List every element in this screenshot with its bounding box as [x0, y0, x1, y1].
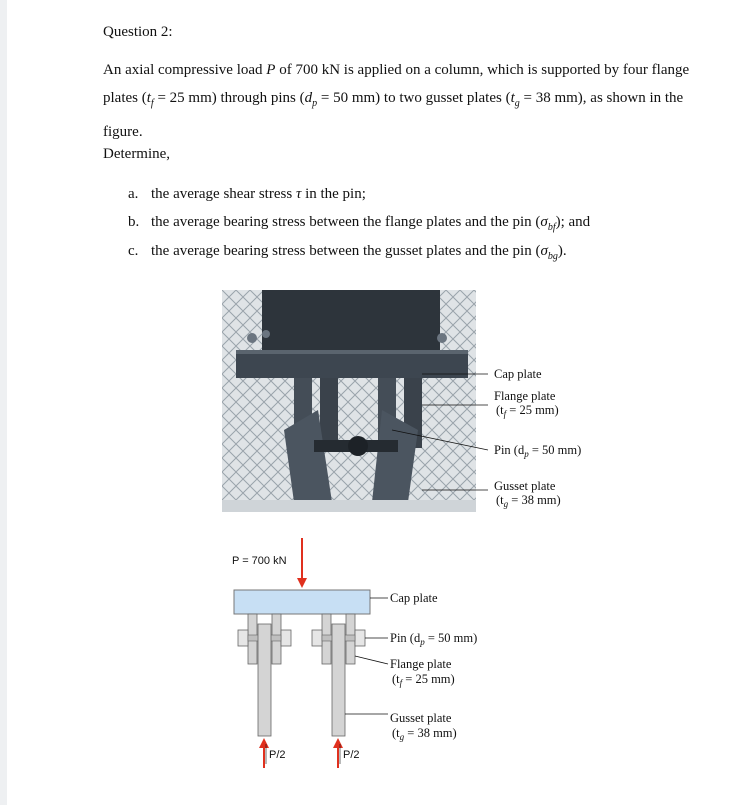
load-label: P = 700 kN: [232, 555, 287, 567]
cap-plate-diagram: [234, 590, 370, 614]
determine-heading: Determine,: [103, 146, 171, 162]
photo-label-gusset-thickness: ($t_g = 38$ mm): [496, 493, 561, 509]
diagram-label-cap-plate: Cap plate: [390, 591, 438, 605]
diagram-label-pin: Pin ($d_p = 50$ mm): [390, 631, 478, 647]
photo-label-gusset-plate: Gusset plate: [494, 479, 556, 493]
question-intro: An axial compressive load P of 700 kN is applied on a column, which is supported by four flange plates ($t_f = 25$ mm) through pins ($d_p = 50$ mm) to two gusset plates ($t_g = 38$ mm), as shown in the figure.: [103, 62, 690, 140]
diagram-label-flange-plate: Flange plate: [390, 657, 452, 671]
question-title: Question 2:: [103, 24, 173, 40]
column-connection-photo: [222, 290, 592, 520]
diagram-label-gusset-plate: Gusset plate: [390, 711, 452, 725]
reaction-label-left: P/2: [269, 749, 286, 761]
photo-label-flange-thickness: ($t_f = 25$ mm): [496, 403, 559, 419]
item-b: b. the average bearing stress between the flange plates and the pin $(\sigma_{bf})$; and: [128, 214, 591, 233]
diagram-label-flange-thickness: ($t_f = 25$ mm): [392, 672, 455, 688]
page-left-margin: [0, 0, 7, 805]
gusset-plate-right-diagram: [332, 624, 345, 736]
item-a: a. the average shear stress τ in the pin;: [128, 186, 366, 202]
photo-label-cap-plate: Cap plate: [494, 367, 542, 381]
item-c: c. the average bearing stress between the gusset plates and the pin $(\sigma_{bg})$.: [128, 243, 567, 262]
diagram-label-gusset-thickness: ($t_g = 38$ mm): [392, 726, 457, 742]
column: [262, 290, 440, 354]
column-connection-diagram: [226, 532, 516, 772]
photo-label-flange-plate: Flange plate: [494, 389, 556, 403]
gusset-plate-left-diagram: [258, 624, 271, 736]
photo-label-pin: Pin ($d_p = 50$ mm): [494, 443, 582, 459]
reaction-label-right: P/2: [343, 749, 360, 761]
